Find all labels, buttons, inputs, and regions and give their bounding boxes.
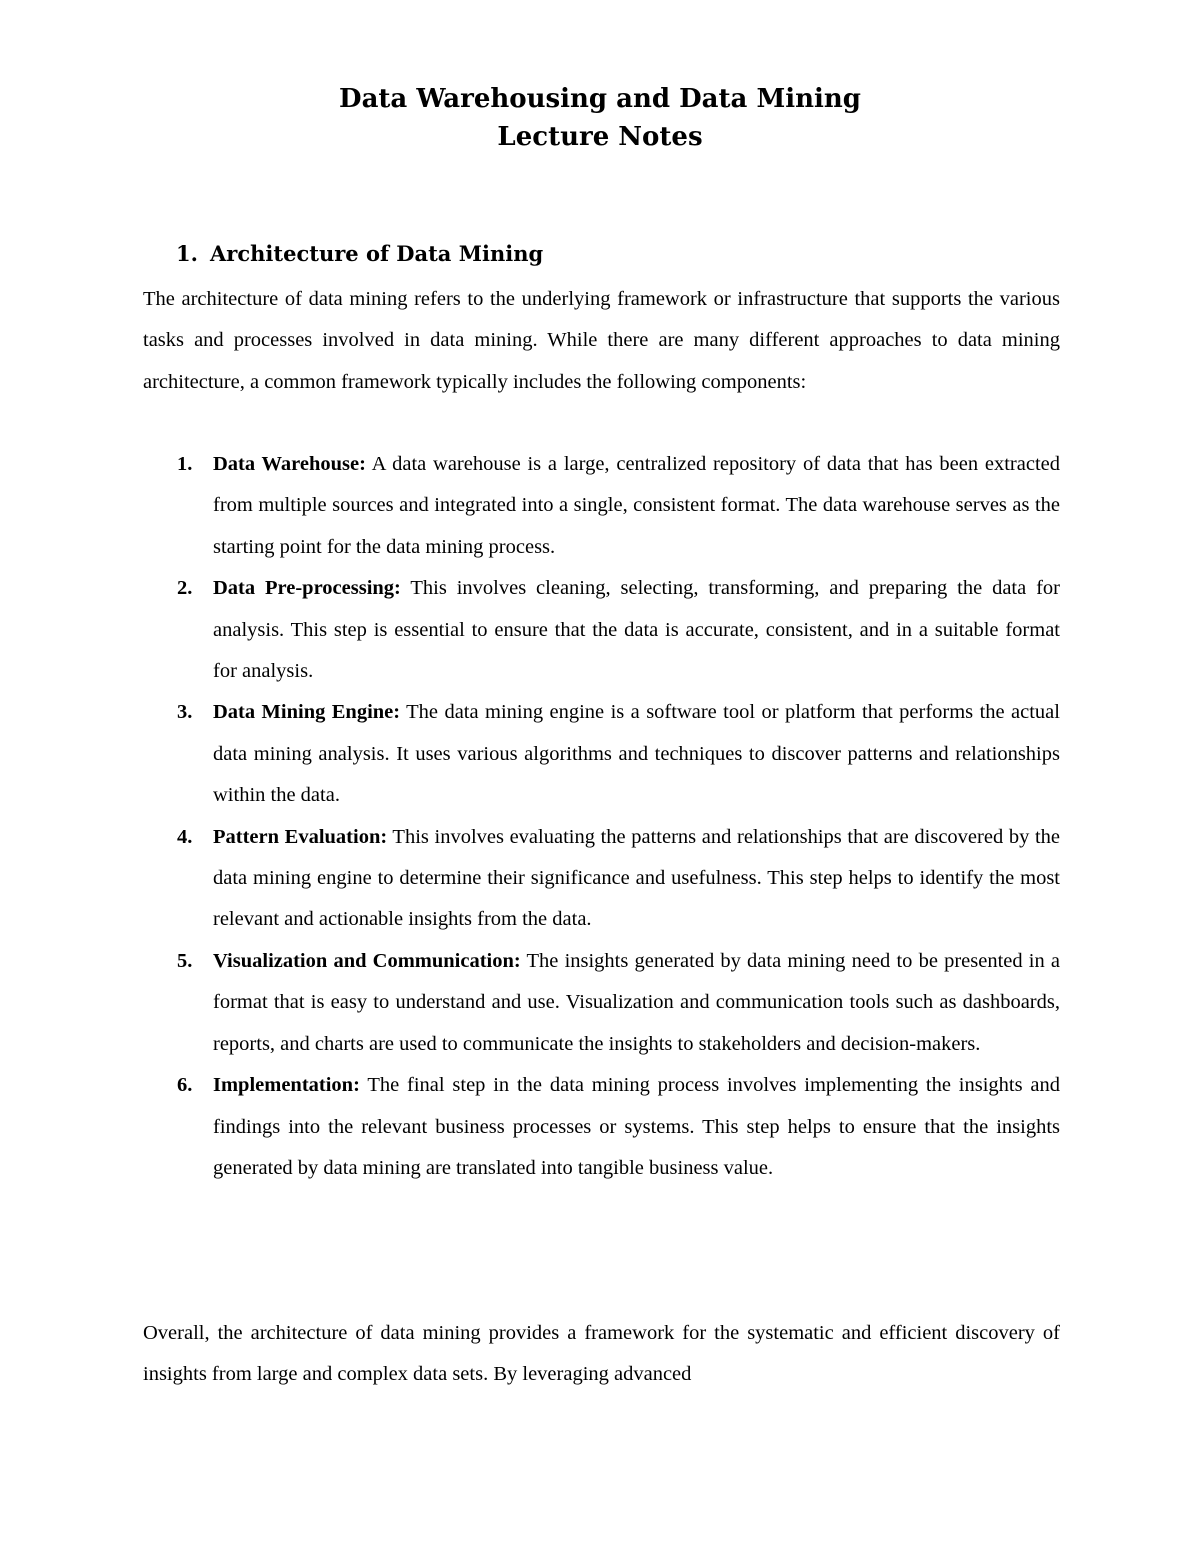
list-item-term: Pattern Evaluation:: [213, 825, 388, 848]
components-list: [143, 444, 1060, 1189]
list-item-text: This involves cleaning, selecting, transforming, and preparing the data for analysis. This step is essential to ensure that the data is accurate, consistent, and in a suitable format for analysis.: [213, 577, 1060, 683]
list-item: [143, 941, 1060, 1065]
list-item-number: 4.: [177, 825, 193, 848]
list-item: [143, 692, 1060, 816]
section-number: 1.: [176, 241, 198, 266]
section-heading: [176, 236, 543, 272]
outro-paragraph: Overall, the architecture of data mining provides a framework for the systematic and efficient discovery of insights from large and complex data sets. By leveraging advanced: [143, 1322, 1060, 1386]
list-item: [143, 444, 1060, 568]
list-item-number: 3.: [177, 701, 193, 724]
list-item-number: 6.: [177, 1074, 193, 1097]
list-item-number: 5.: [177, 949, 193, 972]
title-line-2: Lecture Notes: [497, 122, 703, 152]
document-title: [0, 80, 1200, 156]
list-item-number: 2.: [177, 577, 193, 600]
list-item-text: A data warehouse is a large, centralized repository of data that has been extracted from multiple sources and integrated into a single, consistent format. The data warehouse serves as the starting point for the data mining process.: [213, 453, 1061, 558]
list-item-term: Data Pre-processing:: [213, 577, 401, 600]
list-item-text: This involves evaluating the patterns and relationships that are discovered by the data mining engine to determine their significance and usefulness. This step helps to identify the most relevant and actionable insights from the data.: [213, 825, 1060, 931]
list-item: [143, 568, 1060, 692]
list-item-term: Data Mining Engine:: [213, 701, 401, 724]
list-item: [143, 817, 1060, 941]
list-item-text: The final step in the data mining process involves implementing the insights and findings into the relevant business processes or systems. This step helps to ensure that the insights generated by data mining are translated into tangible business value.: [213, 1074, 1060, 1179]
section-title: Architecture of Data Mining: [210, 241, 544, 266]
list-item-term: Data Warehouse:: [213, 453, 366, 475]
list-item-text: The insights generated by data mining need to be presented in a format that is easy to understand and use. Visualization and communication tools such as dashboards, reports, and charts are used to communicate the insights to stakeholders and decision-makers.: [213, 949, 1061, 1055]
list-item-term: Implementation:: [213, 1074, 360, 1097]
title-line-1: Data Warehousing and Data Mining: [339, 84, 861, 114]
list-item-text: The data mining engine is a software tool or platform that performs the actual data mining analysis. It uses various algorithms and techniques to discover patterns and relationships within the data.: [213, 701, 1060, 807]
intro-paragraph: The architecture of data mining refers to the underlying framework or infrastructure that supports the various tasks and processes involved in data mining. While there are many different approaches to data mining architecture, a common framework typically includes the following components:: [143, 288, 1060, 393]
list-item-number: 1.: [177, 453, 193, 475]
list-item: [143, 1065, 1060, 1189]
list-item-term: Visualization and Communication:: [213, 949, 521, 972]
